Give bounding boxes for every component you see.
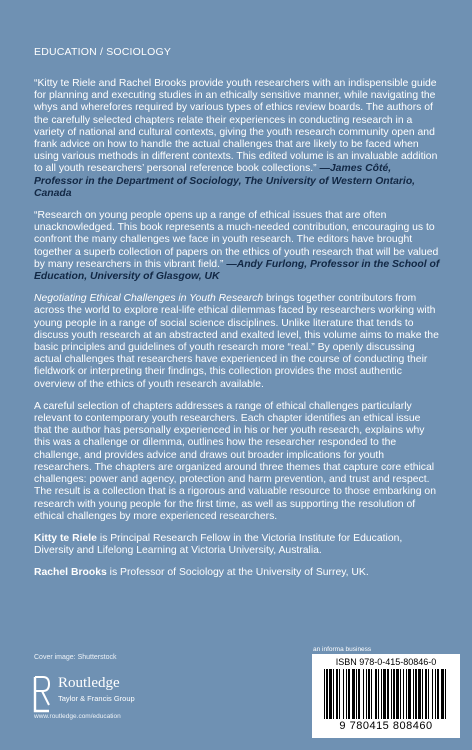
barcode-bar xyxy=(352,669,355,719)
publisher-group: Taylor & Francis Group xyxy=(58,694,135,703)
endorsement-2 xyxy=(34,210,440,283)
book-title: Negotiating Ethical Challenges in Youth Research xyxy=(34,293,264,305)
barcode-bar xyxy=(324,669,325,719)
barcode-bar xyxy=(415,669,417,719)
barcode-digits: 9 780415 808460 xyxy=(339,720,433,732)
barcode-bar xyxy=(368,669,370,719)
endorsement-1-quote: “Kitty te Riele and Rachel Brooks provide youth researchers with an indispensible guide for planning and executing studies in an ethically sensitive manner, while navigating the whys and wherefores required by various types of ethics review boards. The authors of the carefully selected chapters relate their experiences in conducting research in a variety of national and cultural contexts, giving the youth research community open and frank advice on how to handle the actual challenges that are likely to be faced when using various methods in different contexts. This edited volume is an invaluable addition to all youth researchers’ personal reference book collections.” xyxy=(34,78,438,175)
barcode-bar xyxy=(406,669,407,719)
barcode-bar xyxy=(378,669,379,719)
barcode-bar xyxy=(333,669,334,719)
barcode-bar xyxy=(381,669,382,719)
barcode-bar xyxy=(339,669,340,719)
category-label: EDUCATION / SOCIOLOGY xyxy=(34,46,172,58)
cover-text xyxy=(34,78,440,590)
barcode-bar xyxy=(437,669,439,719)
routledge-logo-icon xyxy=(32,675,52,713)
barcode-bar xyxy=(396,669,399,719)
barcode-bar xyxy=(435,669,436,719)
barcode-bar xyxy=(403,669,404,719)
barcode-bar xyxy=(422,669,423,719)
barcode-bar xyxy=(363,669,364,719)
publisher-url: www.routledge.com/education xyxy=(34,713,121,720)
barcode-bar xyxy=(375,669,377,719)
barcode-bar xyxy=(400,669,401,719)
barcode-bar xyxy=(326,669,328,719)
editor-2-name: Rachel Brooks xyxy=(34,567,107,579)
barcode xyxy=(312,654,460,738)
barcode-bar xyxy=(356,669,357,719)
barcode-bar xyxy=(383,669,386,719)
barcode-bar xyxy=(428,669,429,719)
barcode-bar xyxy=(425,669,427,719)
barcode-bar xyxy=(358,669,360,719)
editor-1-name: Kitty te Riele xyxy=(34,532,97,544)
endorsement-2-quote: “Research on young people opens up a range of ethical issues that are often unacknowledged. This book represents a much-needed contribution, encouraging us to confront the many challenges we face in youth research. The editors have brought together a superb collection of papers on the ethics of youth research that will be valued by many researchers in this vibrant field.” xyxy=(34,210,439,270)
barcode-bar xyxy=(413,669,414,719)
endorsement-1 xyxy=(34,78,440,200)
barcode-bar xyxy=(418,669,421,719)
barcode-bar xyxy=(343,669,344,719)
editor-1-bio xyxy=(34,533,440,557)
barcode-bar xyxy=(348,669,350,719)
editor-1-text: is Principal Research Fellow in the Victoria Institute for Education, Diversity and Lifelong Learning at Victoria University, Australia. xyxy=(34,532,403,557)
informa-tagline: an informa business xyxy=(313,646,372,653)
barcode-bar xyxy=(336,669,338,719)
barcode-bar xyxy=(387,669,389,719)
editor-2-bio xyxy=(34,567,440,579)
barcode-bar xyxy=(391,669,392,719)
editor-2-text: is Professor of Sociology at the University of Surrey, UK. xyxy=(106,567,369,579)
barcode-bar xyxy=(329,669,332,719)
barcode-bar xyxy=(346,669,347,719)
barcode-bars xyxy=(324,669,448,721)
publisher-name: Routledge xyxy=(58,675,120,691)
isbn-text: ISBN 978-0-415-80846-0 xyxy=(335,657,437,667)
barcode-bar xyxy=(441,669,444,719)
cover-image-credit: Cover image: Shutterstock xyxy=(34,654,117,661)
barcode-bar xyxy=(393,669,395,719)
endorsement-1-attribution: —James Côté, Professor in the Department of Sociology, The University of Western Ontario, Canada xyxy=(34,163,416,199)
barcode-bar xyxy=(408,669,411,719)
barcode-bar xyxy=(432,669,433,719)
endorsement-2-attribution: —Andy Furlong, Professor in the School of Education, University of Glasgow, UK xyxy=(34,258,440,283)
description-1-text: brings together contributors from across the world to explore real-life ethical dilemmas faced by researchers working with young people in a range of social science disciplines. Unlike literature that tends to discuss youth research at an abstracted and exalted level, this volume aims to make the basic principles and guidelines of youth research more “real.” By openly discussing actual challenges that researchers have experienced in the course of conducting their fieldwork or interpreting their findings, this collection provides the most authentic overview of the ethics of youth research available. xyxy=(34,293,439,390)
description-1 xyxy=(34,293,440,391)
barcode-bar xyxy=(445,669,446,719)
description-2: A careful selection of chapters addresses a range of ethical challenges particularly relevant to contemporary youth researchers. Each chapter identifies an ethical issue that the author has personally experienced in his or her youth research, explains why this was a challenge or dilemma, outlines how the researcher responded to the challenge, and provides advice and draws out broader implications for youth researchers. The chapters are organized around three themes that capture core ethical challenges: power and agency, protection and harm prevention, and trust and respect. The result is a collection that is a rigorous and valuable resource to those embarking on research with young people for the first time, as well as supporting the resolution of ethical challenges by more experienced researchers. xyxy=(34,400,436,522)
barcode-bar xyxy=(371,669,372,719)
barcode-bar xyxy=(366,669,367,719)
publisher-block xyxy=(32,673,232,723)
